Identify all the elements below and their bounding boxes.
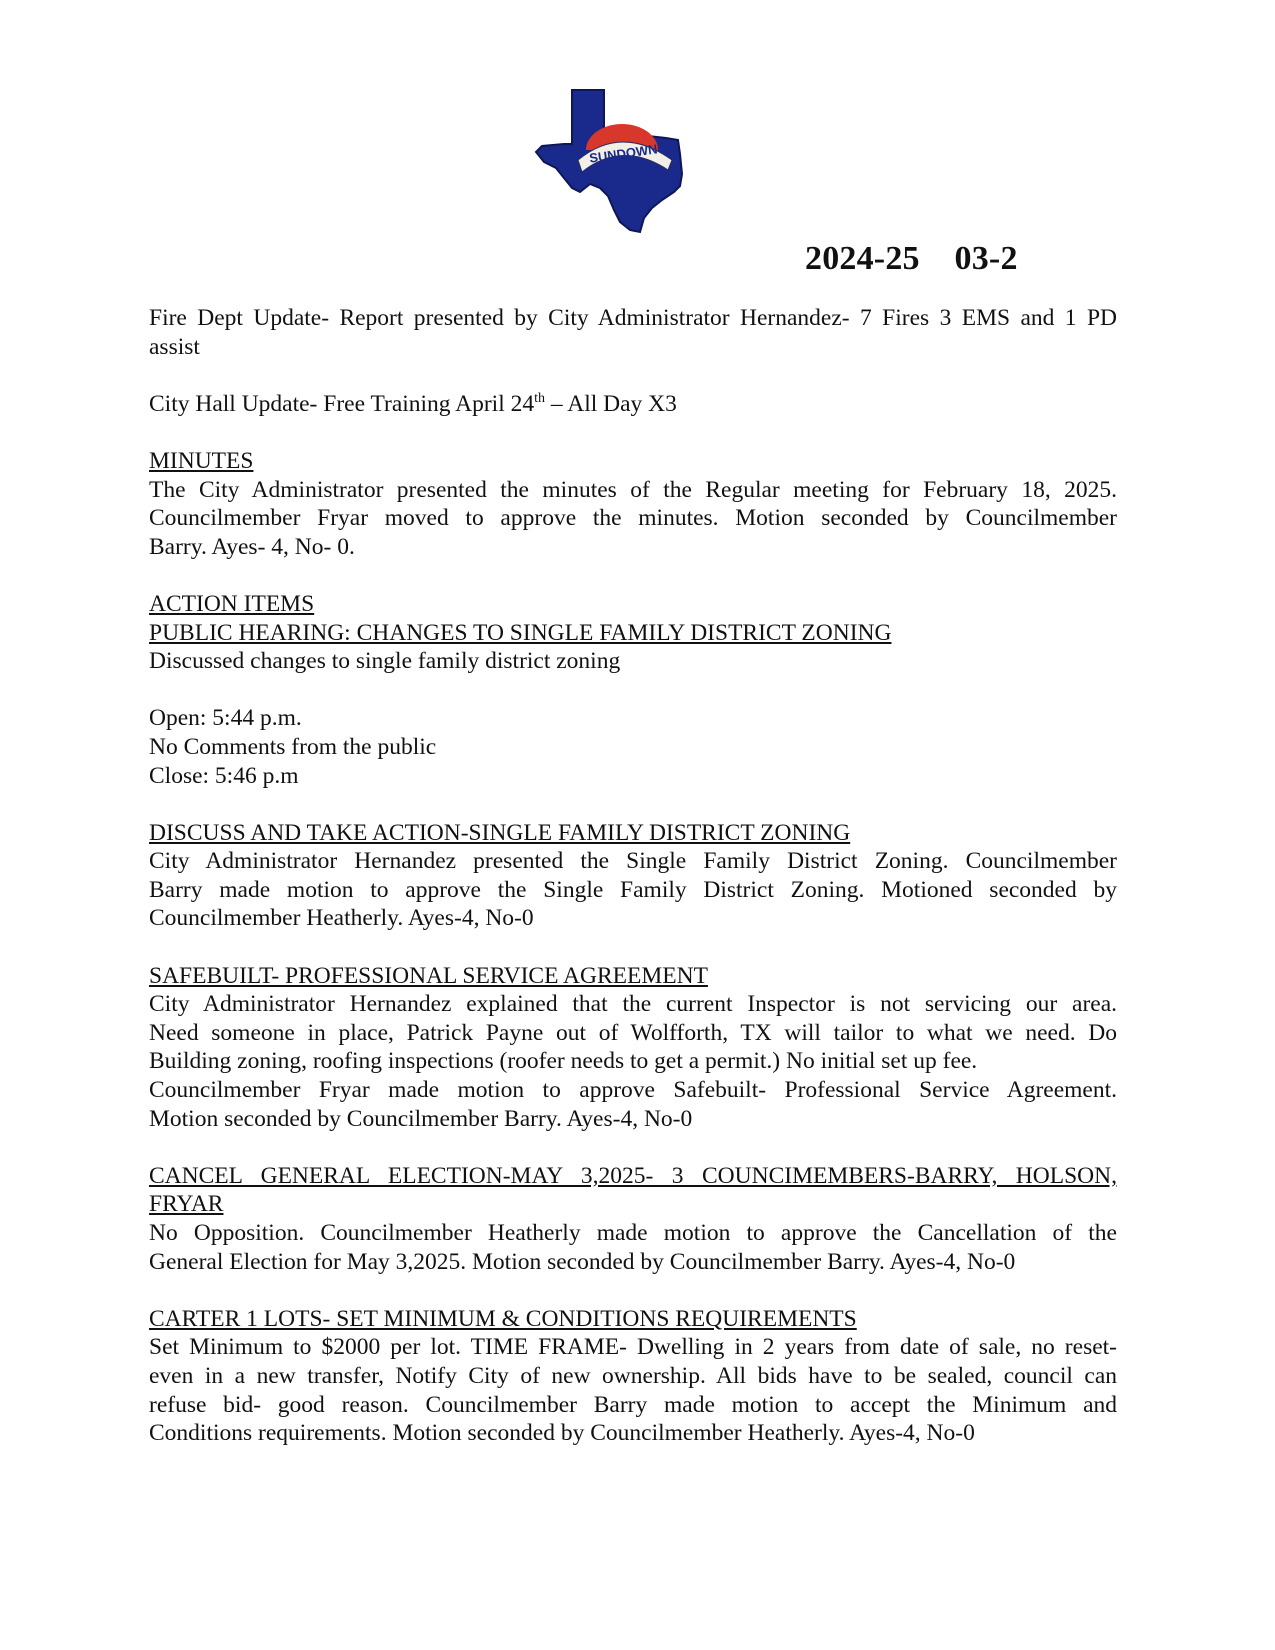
safebuilt-heading: SAFEBUILT- PROFESSIONAL SERVICE AGREEMENT (149, 962, 708, 989)
sundown-texas-logo (534, 88, 694, 234)
ordinal-superscript: th (534, 390, 546, 406)
safebuilt-section (149, 962, 1117, 1134)
fire-update-line: Fire Dept Update- Report presented by City Administrator Hernandez- 7 Fires 3 EMS and 1 PD (149, 305, 1117, 331)
hearing-times (149, 704, 1117, 790)
hearing-close-time: Close: 5:46 p.m (149, 762, 299, 789)
discuss-zoning-line: Councilmember Heatherly. Ayes-4, No-0 (149, 905, 534, 932)
action-items-heading: ACTION ITEMS (149, 590, 315, 617)
carter-lots-heading: CARTER 1 LOTS- SET MINIMUM & CONDITIONS REQUIREMENTS (149, 1305, 857, 1332)
city-hall-update-text: City Hall Update- Free Training April 24 (149, 390, 535, 417)
fire-dept-update (149, 304, 1117, 361)
minutes-heading: MINUTES (149, 447, 254, 474)
cancel-election-heading-cont: FRYAR (149, 1191, 224, 1218)
minutes-body (149, 304, 1117, 1476)
carter-lots-line: even in a new transfer, Notify City of new ownership. All bids have to be sealed, council can (149, 1362, 1117, 1389)
discuss-zoning-line: City Administrator Hernandez presented the Single Family District Zoning. Councilmember (149, 848, 1117, 875)
carter-lots-line: Conditions requirements. Motion seconded by Councilmember Heatherly. Ayes-4, No-0 (149, 1420, 975, 1447)
safebuilt-line: Councilmember Fryar made motion to approve Safebuilt- Professional Service Agreement. (149, 1077, 1117, 1104)
cancel-election-line: General Election for May 3,2025. Motion seconded by Councilmember Barry. Ayes-4, No-0 (149, 1248, 1016, 1275)
safebuilt-line: City Administrator Hernandez explained that the current Inspector is not servicing our area. (149, 991, 1117, 1018)
minutes-line: Councilmember Fryar moved to approve the minutes. Motion seconded by Councilmember (149, 505, 1117, 532)
document-number: 2024-25 03-2 (805, 240, 1018, 277)
carter-lots-line: Set Minimum to $2000 per lot. TIME FRAME- Dwelling in 2 years from date of sale, no reset- (149, 1334, 1117, 1361)
fire-update-line: assist (149, 333, 200, 360)
cancel-election-heading: CANCEL GENERAL ELECTION-MAY 3,2025- 3 COUNCIMEMBERS-BARRY, HOLSON, (149, 1162, 1117, 1189)
city-hall-update (149, 390, 1117, 419)
public-hearing-section (149, 590, 1117, 676)
safebuilt-line: Motion seconded by Councilmember Barry. Ayes-4, No-0 (149, 1105, 693, 1132)
carter-lots-line: refuse bid- good reason. Councilmember Barry made motion to accept the Minimum and (149, 1391, 1117, 1418)
discuss-zoning-heading: DISCUSS AND TAKE ACTION-SINGLE FAMILY DISTRICT ZONING (149, 819, 851, 846)
hearing-comments: No Comments from the public (149, 733, 437, 760)
city-hall-update-suffix: – All Day X3 (545, 390, 677, 417)
minutes-line: Barry. Ayes- 4, No- 0. (149, 533, 355, 560)
discuss-zoning-line: Barry made motion to approve the Single Family District Zoning. Motioned seconded by (149, 876, 1117, 903)
minutes-section (149, 447, 1117, 561)
cancel-election-section (149, 1162, 1117, 1276)
minutes-line: The City Administrator presented the minutes of the Regular meeting for February 18, 2025. (149, 476, 1117, 503)
discuss-zoning-section (149, 819, 1117, 933)
safebuilt-line: Building zoning, roofing inspections (roofer needs to get a permit.) No initial set up fee. (149, 1048, 978, 1075)
logo-text: SUNDOWN (588, 141, 659, 166)
safebuilt-line: Need someone in place, Patrick Payne out of Wolfforth, TX will tailor to what we need. Do (149, 1019, 1117, 1046)
carter-lots-section (149, 1305, 1117, 1448)
cancel-election-line: No Opposition. Councilmember Heatherly made motion to approve the Cancellation of the (149, 1220, 1117, 1246)
public-hearing-text: Discussed changes to single family district zoning (149, 648, 621, 675)
hearing-open-time: Open: 5:44 p.m. (149, 705, 302, 732)
public-hearing-heading: PUBLIC HEARING: CHANGES TO SINGLE FAMILY DISTRICT ZONING (149, 619, 892, 646)
